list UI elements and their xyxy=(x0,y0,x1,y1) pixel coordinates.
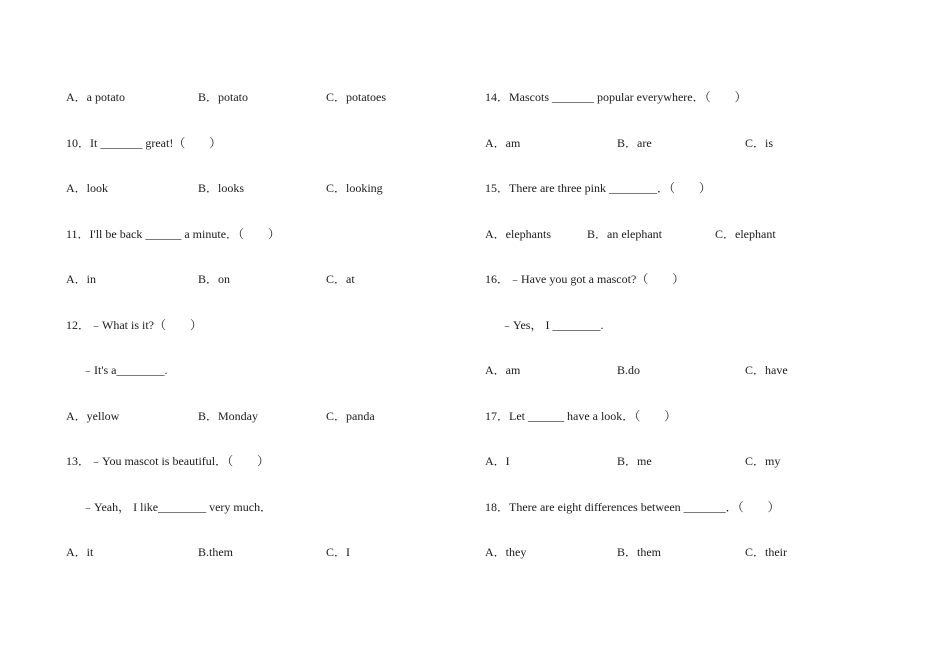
options-row xyxy=(66,86,466,132)
options-row xyxy=(66,541,466,587)
question-12 xyxy=(66,314,466,360)
options-row xyxy=(485,223,915,269)
option-c: C．my xyxy=(745,454,781,468)
left-column xyxy=(66,86,466,587)
options-row xyxy=(66,268,466,314)
options-row xyxy=(485,450,915,496)
option-a: A．yellow xyxy=(66,408,120,423)
question-11 xyxy=(66,223,466,269)
question-18 xyxy=(485,496,915,542)
dialogue-line xyxy=(485,314,915,360)
option-b: B．me xyxy=(617,454,652,468)
question-10 xyxy=(66,132,466,178)
question-17 xyxy=(485,405,915,451)
option-a: A．am xyxy=(485,135,521,150)
dialogue-line xyxy=(66,496,466,542)
options-row xyxy=(485,359,915,405)
option-b: B．them xyxy=(617,545,661,559)
option-b: B.them xyxy=(198,545,233,559)
option-c: C．looking xyxy=(326,181,383,195)
option-c: C．panda xyxy=(326,408,375,423)
question-text: 14．Mascots _______ popular everywhere．（ ） xyxy=(485,90,747,104)
option-a: A．elephants xyxy=(485,226,551,241)
options-row xyxy=(485,541,915,587)
option-c: C．have xyxy=(745,363,788,377)
option-b: B．looks xyxy=(198,181,245,195)
dialogue-line xyxy=(66,359,466,405)
option-b: B．are xyxy=(617,135,652,150)
option-b: B．Monday xyxy=(198,408,259,423)
question-text: 17．Let ______ have a look．（ ） xyxy=(485,408,677,423)
question-13 xyxy=(66,450,466,496)
option-a: A．am xyxy=(485,363,521,377)
options-row xyxy=(66,405,466,451)
option-b: B．potato xyxy=(198,90,248,104)
right-column xyxy=(485,86,915,587)
question-text: 18．There are eight differences between _______．（ ） xyxy=(485,499,780,514)
options-row xyxy=(66,177,466,223)
question-16 xyxy=(485,268,915,314)
option-a: A．a potato xyxy=(66,90,125,104)
question-14 xyxy=(485,86,915,132)
dialogue-text: ﹣Yeah， I like________ very much． xyxy=(82,499,273,514)
option-c: C．at xyxy=(326,272,355,286)
option-c: C．potatoes xyxy=(326,90,386,104)
option-c: C．I xyxy=(326,545,351,559)
option-c: C．elephant xyxy=(715,226,776,241)
question-text: 16．﹣Have you got a mascot?（ ） xyxy=(485,272,685,286)
question-text: 13．﹣You mascot is beautiful．（ ） xyxy=(66,454,270,468)
dialogue-text: ﹣It's a________. xyxy=(82,363,168,377)
dialogue-text: ﹣Yes， I ________. xyxy=(501,317,604,332)
question-text: 10．It _______ great!（ ） xyxy=(66,135,222,150)
option-b: B.do xyxy=(617,363,641,377)
question-text: 11．I'll be back ______ a minute．（ ） xyxy=(66,226,281,241)
question-15 xyxy=(485,177,915,223)
option-c: C．is xyxy=(745,135,774,150)
options-row xyxy=(485,132,915,178)
option-a: A．in xyxy=(66,272,97,286)
option-b: B．on xyxy=(198,272,231,286)
option-c: C．their xyxy=(745,545,787,559)
option-b: B．an elephant xyxy=(587,226,662,241)
question-text: 12．﹣What is it?（ ） xyxy=(66,317,202,332)
option-a: A．it xyxy=(66,545,94,559)
option-a: A．I xyxy=(485,454,510,468)
option-a: A．look xyxy=(66,181,109,195)
option-a: A．they xyxy=(485,545,527,559)
question-text: 15．There are three pink ________．（ ） xyxy=(485,181,711,195)
